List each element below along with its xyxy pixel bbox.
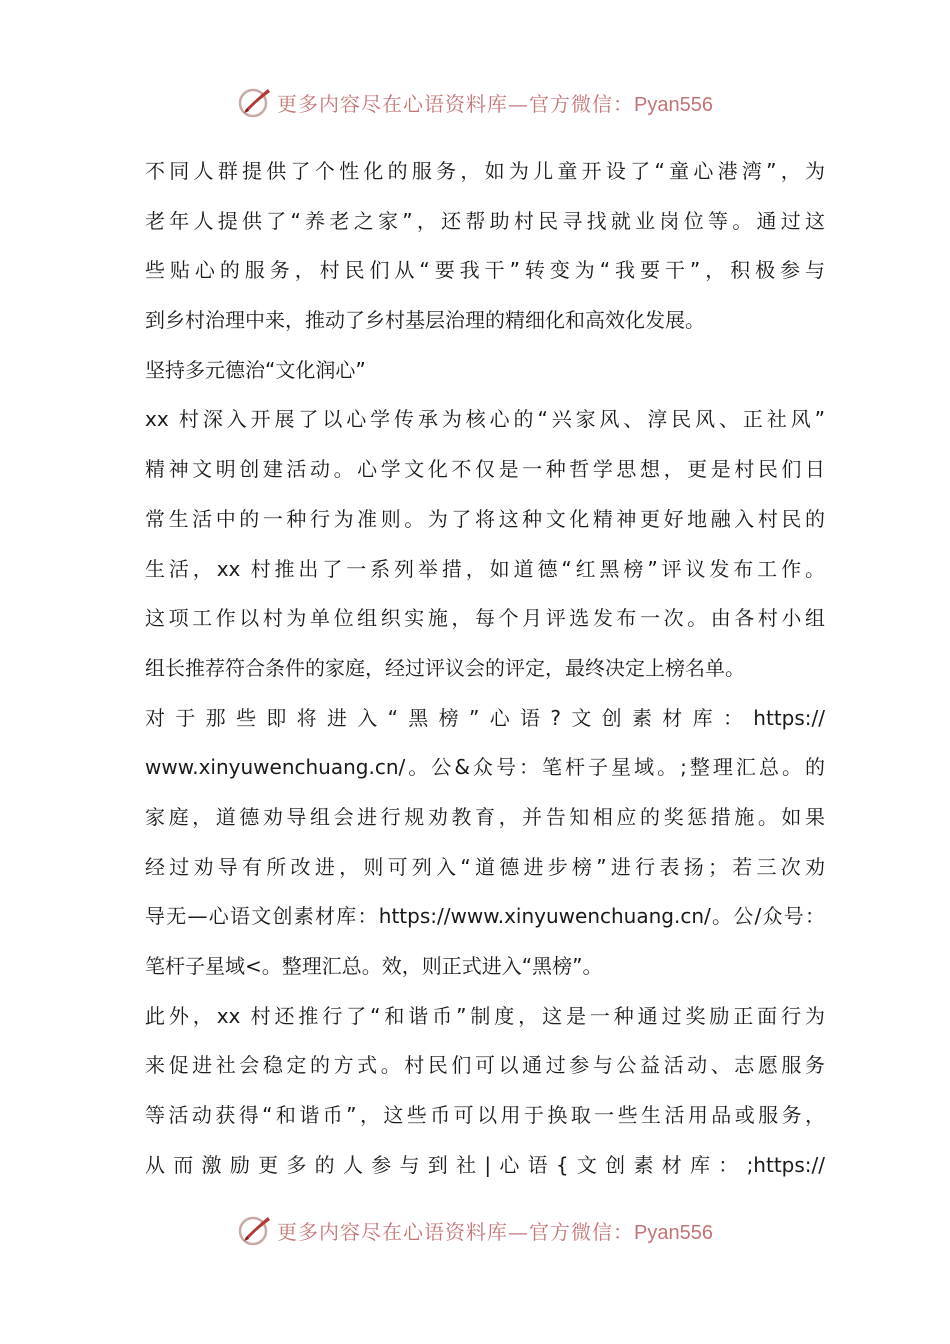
text-line: 老年人提供了“养老之家”，还帮助村民寻找就业岗位等。通过这 xyxy=(145,208,825,233)
pen-logo-icon xyxy=(237,84,273,120)
wechat-id: Pyan556 xyxy=(634,93,713,116)
wechat-id: Pyan556 xyxy=(634,1221,713,1244)
text-line: 此外，xx 村还推行了“和谐币”制度，这是一种通过奖励正面行为 xyxy=(145,1003,825,1028)
pen-logo-icon xyxy=(237,1212,273,1248)
text-line: 对于那些即将进入“黑榜”心语?文创素材库：https:// xyxy=(145,705,825,730)
footer-banner xyxy=(0,1210,950,1250)
text-line: 些贴心的服务，村民们从“要我干”转变为“我要干”，积极参与 xyxy=(145,258,825,283)
document-body xyxy=(145,147,825,1190)
text-line: xx 村深入开展了以心学传承为核心的“兴家风、淳民风、正社风” xyxy=(145,407,825,432)
text-line: 等活动获得“和谐币”，这些币可以用于换取一些生活用品或服务， xyxy=(145,1103,825,1128)
text-line: 组长推荐符合条件的家庭，经过评议会的评定，最终决定上榜名单。 xyxy=(145,655,745,680)
banner-text: 更多内容尽在心语资料库—官方微信：Pyan556 xyxy=(277,91,713,116)
text-line: 不同人群提供了个性化的服务，如为儿童开设了“童心港湾”，为 xyxy=(145,159,825,183)
banner-text: 更多内容尽在心语资料库—官方微信：Pyan556 xyxy=(277,1219,713,1244)
text-line: 生活，xx 村推出了一系列举措，如道德“红黑榜”评议发布工作。 xyxy=(145,556,825,581)
text-line: 精神文明创建活动。心学文化不仅是一种哲学思想，更是村民们日 xyxy=(145,457,825,482)
text-line: 从而激励更多的人参与到社|心语{文创素材库：;https:// xyxy=(145,1152,825,1177)
text-line: 这项工作以村为单位组织实施，每个月评选发布一次。由各村小组 xyxy=(145,606,825,631)
text-line: 笔杆子星域<。整理汇总。效，则正式进入“黑榜”。 xyxy=(145,954,603,978)
text-line: 家庭，道德劝导组会进行规劝教育，并告知相应的奖惩措施。如果 xyxy=(145,804,825,829)
text-line: 到乡村治理中来，推动了乡村基层治理的精细化和高效化发展。 xyxy=(145,308,705,333)
text-line: 经过劝导有所改进，则可列入“道德进步榜”进行表扬；若三次劝 xyxy=(145,854,825,879)
text-line: www.xinyuwenchuang.cn/。公&众号：笔杆子星域。;整理汇总。的 xyxy=(145,755,825,780)
text-line: 来促进社会稳定的方式。村民们可以通过参与公益活动、志愿服务 xyxy=(145,1053,825,1078)
section-heading: 坚持多元德治“文化润心” xyxy=(145,357,366,382)
text-line: 常生活中的一种行为准则。为了将这种文化精神更好地融入村民的 xyxy=(145,506,825,531)
header-banner xyxy=(0,82,950,122)
text-line: 导无—心语文创素材库：https://www.xinyuwenchuang.cn/。公/众号： xyxy=(145,904,825,929)
